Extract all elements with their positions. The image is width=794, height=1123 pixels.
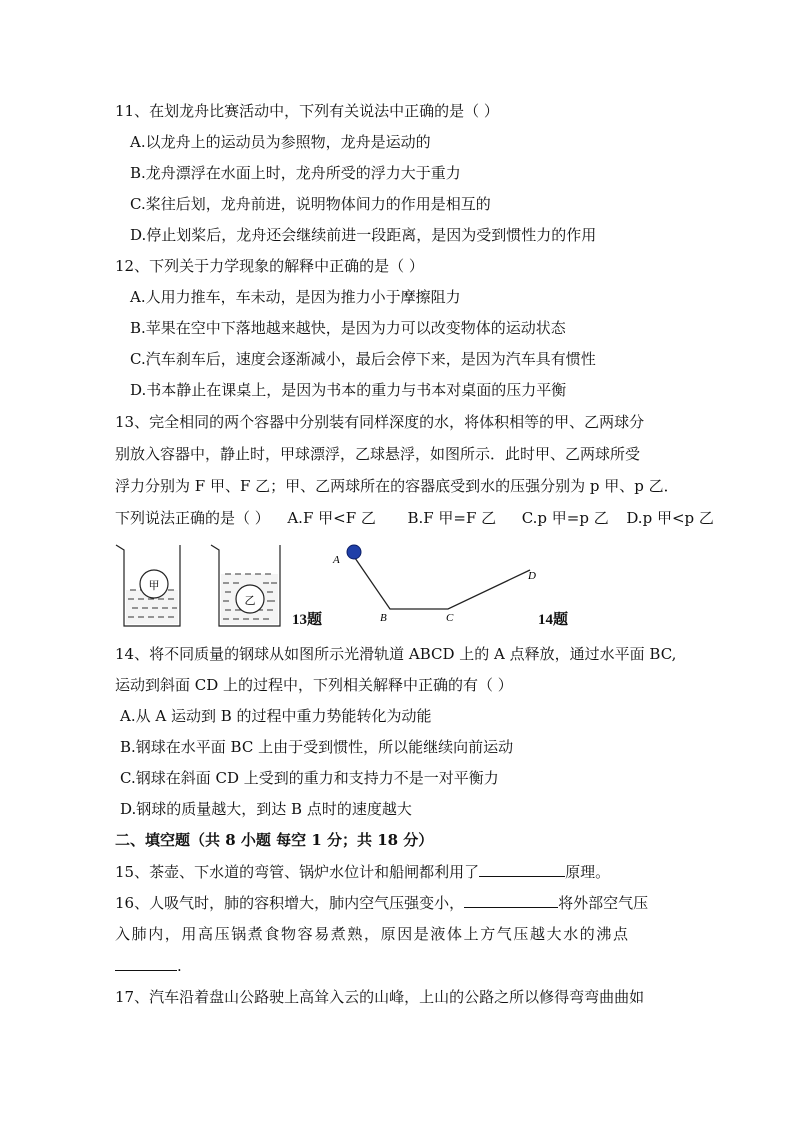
q16-line-3: [115, 955, 182, 976]
q13-option-d: D.p 甲<p 乙: [626, 509, 714, 527]
ball-yi-label: 乙: [244, 594, 256, 607]
q16-line-1: [115, 892, 648, 913]
q13-option-c: C.p 甲=p 乙: [521, 509, 609, 527]
q13-line-2: 别放入容器中，静止时，甲球漂浮，乙球悬浮，如图所示．此时甲、乙两球所受: [115, 445, 641, 463]
q11-option-b: B.龙舟漂浮在水面上时，龙舟所受的浮力大于重力: [130, 164, 461, 182]
q14-option-a: A.从 A 运动到 B 的过程中重力势能转化为动能: [120, 707, 432, 725]
figure-14-label: 14题: [538, 612, 569, 628]
q15-answer-blank[interactable]: [479, 861, 565, 877]
q11-option-a: A.以龙舟上的运动员为参照物，龙舟是运动的: [130, 133, 431, 151]
point-c: C: [446, 612, 454, 624]
q13-option-a: A.F 甲<F 乙: [287, 509, 376, 527]
q14-option-b: B.钢球在水平面 BC 上由于受到惯性，所以能继续向前运动: [120, 738, 514, 756]
q14-line-1: 14、将不同质量的钢球从如图所示光滑轨道 ABCD 上的 A 点释放，通过水平面 BC,: [115, 645, 677, 663]
q12-option-a: A.人用力推车，车未动，是因为推力小于摩擦阻力: [130, 288, 461, 306]
q12-option-b: B.苹果在空中下落地越来越快，是因为力可以改变物体的运动状态: [130, 319, 566, 337]
q17-line-1: 17、汽车沿着盘山公路驶上高耸入云的山峰，上山的公路之所以修得弯弯曲曲如: [115, 988, 645, 1006]
q14-line-2: 运动到斜面 CD 上的过程中，下列相关解释中正确的有（ ）: [115, 676, 513, 694]
q13-option-b: B.F 甲=F 乙: [407, 509, 497, 527]
q15-text-post: 原理。: [565, 863, 611, 881]
q15-text-pre: 15、茶壶、下水道的弯管、锅炉水位计和船闸都利用了: [115, 863, 480, 881]
q14-option-c: C.钢球在斜面 CD 上受到的重力和支持力不是一对平衡力: [120, 769, 499, 787]
q11-stem: 11、在划龙舟比赛活动中，下列有关说法中正确的是（ ）: [115, 102, 499, 120]
section-fill-blank-heading: 二、填空题（共 8 小题 每空 1 分；共 18 分）: [115, 831, 434, 849]
q12-option-d: D.书本静止在课桌上，是因为书本的重力与书本对桌面的压力平衡: [130, 381, 567, 399]
q16-text-post: 将外部空气压: [558, 894, 649, 912]
q15-line: [115, 861, 610, 882]
figure-13-label: 13题: [292, 612, 323, 628]
q16-text-pre: 16、人吸气时，肺的容积增大，肺内空气压强变小，: [115, 894, 465, 912]
q12-option-c: C.汽车刹车后，速度会逐渐减小，最后会停下来，是因为汽车具有惯性: [130, 350, 596, 368]
q11-option-c: C.桨往后划，龙舟前进，说明物体间力的作用是相互的: [130, 195, 491, 213]
q16-line-2: 入肺内，用高压锅煮食物容易煮熟，原因是液体上方气压越大水的沸点: [115, 925, 630, 943]
figure-area: [110, 538, 590, 633]
point-b: B: [380, 612, 387, 624]
q16-answer-blank-1[interactable]: [464, 892, 558, 908]
q12-stem: 12、下列关于力学现象的解释中正确的是（ ）: [115, 257, 424, 275]
q13-stem-end: 下列说法正确的是（ ）: [115, 509, 270, 527]
q16-period: .: [177, 957, 182, 975]
point-d: D: [528, 570, 536, 582]
q13-line-4: [115, 508, 714, 528]
track-abcd: [347, 545, 530, 609]
q16-answer-blank-2[interactable]: [115, 955, 177, 971]
point-a: A: [333, 554, 340, 566]
q11-option-d: D.停止划桨后，龙舟还会继续前进一段距离，是因为受到惯性力的作用: [130, 226, 597, 244]
q14-option-d: D.钢球的质量越大，到达 B 点时的速度越大: [120, 800, 412, 818]
q13-line-3: 浮力分别为 F 甲、F 乙；甲、乙两球所在的容器底受到水的压强分别为 p 甲、p 乙．: [115, 477, 679, 495]
ball-jia-label: 甲: [148, 579, 160, 592]
beaker-yi: [211, 545, 280, 626]
q13-line-1: 13、完全相同的两个容器中分别装有同样深度的水，将体积相等的甲、乙两球分: [115, 413, 645, 431]
